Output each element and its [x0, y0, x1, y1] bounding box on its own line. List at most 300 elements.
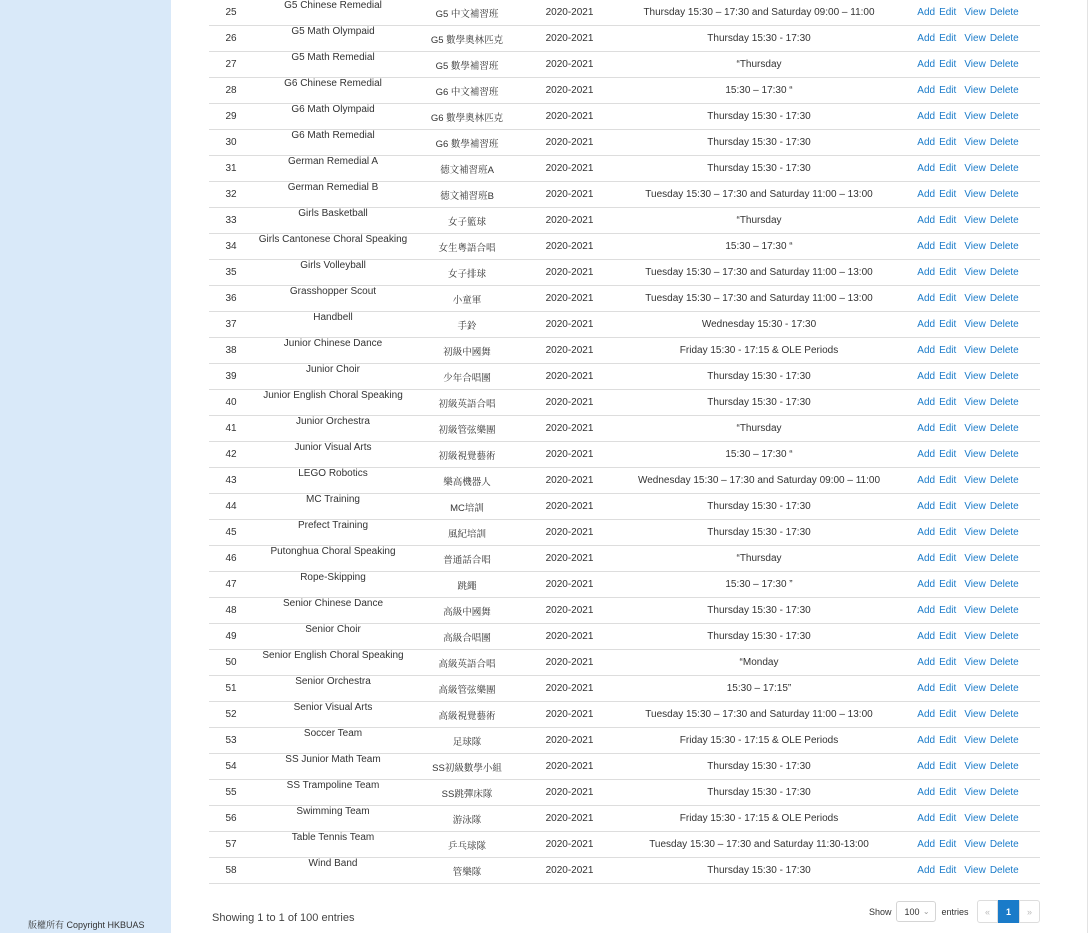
delete-link[interactable]: Delete	[989, 345, 1019, 356]
edit-link[interactable]: Edit	[939, 423, 957, 434]
activity-chinese-name: SS跳彈床隊	[413, 780, 521, 806]
activity-name: Junior Choir	[253, 364, 413, 390]
delete-link[interactable]: Delete	[989, 475, 1019, 486]
add-link[interactable]: Add	[917, 345, 936, 356]
activity-name: G5 Math Olympaid	[253, 26, 413, 52]
add-link[interactable]: Add	[917, 267, 936, 278]
table-row	[209, 676, 1040, 702]
edit-link[interactable]: Edit	[939, 59, 957, 70]
row-actions	[900, 390, 1040, 416]
scrollbar-edge	[1087, 0, 1092, 933]
delete-link[interactable]: Delete	[989, 111, 1019, 122]
row-number: 55	[209, 780, 253, 806]
delete-link[interactable]: Delete	[989, 59, 1019, 70]
add-link[interactable]: Add	[917, 787, 936, 798]
school-year: 2020-2021	[521, 416, 618, 442]
add-link[interactable]: Add	[917, 189, 936, 200]
activity-schedule: Friday 15:30 - 17:15 & OLE Periods	[618, 806, 900, 832]
school-year: 2020-2021	[521, 832, 618, 858]
view-link[interactable]: View	[964, 475, 986, 486]
delete-link[interactable]: Delete	[989, 553, 1019, 564]
table-row	[209, 260, 1040, 286]
table-row	[209, 598, 1040, 624]
view-link[interactable]: View	[964, 371, 986, 382]
delete-link[interactable]: Delete	[989, 423, 1019, 434]
row-actions	[900, 286, 1040, 312]
school-year: 2020-2021	[521, 442, 618, 468]
page-length-control	[869, 901, 969, 922]
add-link[interactable]: Add	[917, 163, 936, 174]
activity-schedule: Thursday 15:30 - 17:30	[618, 780, 900, 806]
school-year: 2020-2021	[521, 598, 618, 624]
edit-link[interactable]: Edit	[939, 137, 957, 148]
add-link[interactable]: Add	[917, 371, 936, 382]
school-year: 2020-2021	[521, 260, 618, 286]
edit-link[interactable]: Edit	[939, 33, 957, 44]
row-actions	[900, 468, 1040, 494]
edit-link[interactable]: Edit	[939, 631, 957, 642]
add-link[interactable]: Add	[917, 839, 936, 850]
row-number: 28	[209, 78, 253, 104]
table-row	[209, 806, 1040, 832]
row-actions	[900, 78, 1040, 104]
school-year: 2020-2021	[521, 78, 618, 104]
view-link[interactable]: View	[964, 787, 986, 798]
table-row	[209, 416, 1040, 442]
delete-link[interactable]: Delete	[989, 865, 1019, 876]
row-actions	[900, 858, 1040, 884]
row-actions	[900, 832, 1040, 858]
activity-name: SS Junior Math Team	[253, 754, 413, 780]
row-actions	[900, 26, 1040, 52]
add-link[interactable]: Add	[917, 319, 936, 330]
delete-link[interactable]: Delete	[989, 189, 1019, 200]
activity-chinese-name: 管樂隊	[413, 858, 521, 884]
copyright-text: 版權所有 Copyright HKBUAS	[28, 920, 145, 930]
next-page-button[interactable]: »	[1019, 900, 1040, 923]
row-actions	[900, 676, 1040, 702]
table-row	[209, 286, 1040, 312]
view-link[interactable]: View	[964, 397, 986, 408]
table-row	[209, 104, 1040, 130]
add-link[interactable]: Add	[917, 501, 936, 512]
row-actions	[900, 442, 1040, 468]
row-actions	[900, 728, 1040, 754]
add-link[interactable]: Add	[917, 33, 936, 44]
edit-link[interactable]: Edit	[939, 761, 957, 772]
delete-link[interactable]: Delete	[989, 631, 1019, 642]
activity-chinese-name: 足球隊	[413, 728, 521, 754]
table-row	[209, 364, 1040, 390]
table-row	[209, 832, 1040, 858]
table-row	[209, 78, 1040, 104]
add-link[interactable]: Add	[917, 449, 936, 460]
activity-schedule: “Thursday	[618, 52, 900, 78]
view-link[interactable]: View	[964, 189, 986, 200]
school-year: 2020-2021	[521, 104, 618, 130]
edit-link[interactable]: Edit	[939, 163, 957, 174]
view-link[interactable]: View	[964, 345, 986, 356]
add-link[interactable]: Add	[917, 709, 936, 720]
table-row	[209, 0, 1040, 26]
add-link[interactable]: Add	[917, 397, 936, 408]
add-link[interactable]: Add	[917, 423, 936, 434]
edit-link[interactable]: Edit	[939, 267, 957, 278]
activity-name: Prefect Training	[253, 520, 413, 546]
school-year: 2020-2021	[521, 650, 618, 676]
add-link[interactable]: Add	[917, 7, 936, 18]
activity-schedule: Wednesday 15:30 - 17:30	[618, 312, 900, 338]
add-link[interactable]: Add	[917, 59, 936, 70]
edit-link[interactable]: Edit	[939, 579, 957, 590]
pagination	[977, 900, 1040, 923]
edit-link[interactable]: Edit	[939, 241, 957, 252]
activity-name: Senior Chinese Dance	[253, 598, 413, 624]
delete-link[interactable]: Delete	[989, 215, 1019, 226]
delete-link[interactable]: Delete	[989, 163, 1019, 174]
delete-link[interactable]: Delete	[989, 501, 1019, 512]
edit-link[interactable]: Edit	[939, 683, 957, 694]
delete-link[interactable]: Delete	[989, 683, 1019, 694]
row-actions	[900, 52, 1040, 78]
row-number: 45	[209, 520, 253, 546]
activity-schedule: Thursday 15:30 - 17:30	[618, 754, 900, 780]
activity-chinese-name: 高級合唱團	[413, 624, 521, 650]
school-year: 2020-2021	[521, 286, 618, 312]
edit-link[interactable]: Edit	[939, 475, 957, 486]
add-link[interactable]: Add	[917, 137, 936, 148]
view-link[interactable]: View	[964, 865, 986, 876]
activity-schedule: Thursday 15:30 - 17:30	[618, 520, 900, 546]
row-number: 26	[209, 26, 253, 52]
activity-name: Girls Volleyball	[253, 260, 413, 286]
edit-link[interactable]: Edit	[939, 787, 957, 798]
school-year: 2020-2021	[521, 0, 618, 26]
activity-chinese-name: 女子籃球	[413, 208, 521, 234]
view-link[interactable]: View	[964, 631, 986, 642]
activity-schedule: 15:30 – 17:30 “	[618, 442, 900, 468]
edit-link[interactable]: Edit	[939, 527, 957, 538]
table-row	[209, 754, 1040, 780]
activity-chinese-name: G6 數學補習班	[413, 130, 521, 156]
activity-schedule: Tuesday 15:30 – 17:30 and Saturday 11:00 – 13:00	[618, 182, 900, 208]
delete-link[interactable]: Delete	[989, 319, 1019, 330]
edit-link[interactable]: Edit	[939, 865, 957, 876]
add-link[interactable]: Add	[917, 579, 936, 590]
add-link[interactable]: Add	[917, 475, 936, 486]
view-link[interactable]: View	[964, 501, 986, 512]
activity-schedule: Tuesday 15:30 – 17:30 and Saturday 11:30-13:00	[618, 832, 900, 858]
edit-link[interactable]: Edit	[939, 371, 957, 382]
school-year: 2020-2021	[521, 390, 618, 416]
add-link[interactable]: Add	[917, 293, 936, 304]
table-row	[209, 494, 1040, 520]
previous-page-button[interactable]: «	[977, 900, 998, 923]
activity-name: SS Trampoline Team	[253, 780, 413, 806]
view-link[interactable]: View	[964, 423, 986, 434]
add-link[interactable]: Add	[917, 553, 936, 564]
view-link[interactable]: View	[964, 579, 986, 590]
activity-name: LEGO Robotics	[253, 468, 413, 494]
school-year: 2020-2021	[521, 182, 618, 208]
edit-link[interactable]: Edit	[939, 553, 957, 564]
activity-name: Girls Cantonese Choral Speaking	[253, 234, 413, 260]
activity-chinese-name: 游泳隊	[413, 806, 521, 832]
activity-name: Grasshopper Scout	[253, 286, 413, 312]
row-number: 52	[209, 702, 253, 728]
sidebar	[0, 0, 171, 933]
edit-link[interactable]: Edit	[939, 605, 957, 616]
delete-link[interactable]: Delete	[989, 527, 1019, 538]
table-row	[209, 442, 1040, 468]
page-button-current[interactable]: 1	[998, 900, 1019, 923]
activity-schedule: Thursday 15:30 – 17:30 and Saturday 09:00 – 11:00	[618, 0, 900, 26]
row-actions	[900, 130, 1040, 156]
delete-link[interactable]: Delete	[989, 241, 1019, 252]
edit-link[interactable]: Edit	[939, 85, 957, 96]
row-number: 39	[209, 364, 253, 390]
view-link[interactable]: View	[964, 553, 986, 564]
view-link[interactable]: View	[964, 449, 986, 460]
row-number: 32	[209, 182, 253, 208]
row-actions	[900, 208, 1040, 234]
view-link[interactable]: View	[964, 33, 986, 44]
activity-schedule: 15:30 – 17:30 “	[618, 234, 900, 260]
activity-schedule: Thursday 15:30 - 17:30	[618, 390, 900, 416]
edit-link[interactable]: Edit	[939, 345, 957, 356]
add-link[interactable]: Add	[917, 215, 936, 226]
school-year: 2020-2021	[521, 156, 618, 182]
delete-link[interactable]: Delete	[989, 7, 1019, 18]
delete-link[interactable]: Delete	[989, 137, 1019, 148]
activity-name: G5 Math Remedial	[253, 52, 413, 78]
activity-name: German Remedial A	[253, 156, 413, 182]
add-link[interactable]: Add	[917, 865, 936, 876]
view-link[interactable]: View	[964, 657, 986, 668]
view-link[interactable]: View	[964, 85, 986, 96]
activity-name: Wind Band	[253, 858, 413, 884]
activity-schedule: 15:30 – 17:30 ”	[618, 572, 900, 598]
table-row	[209, 234, 1040, 260]
row-number: 54	[209, 754, 253, 780]
view-link[interactable]: View	[964, 59, 986, 70]
delete-link[interactable]: Delete	[989, 761, 1019, 772]
add-link[interactable]: Add	[917, 657, 936, 668]
delete-link[interactable]: Delete	[989, 813, 1019, 824]
row-actions	[900, 572, 1040, 598]
row-number: 50	[209, 650, 253, 676]
edit-link[interactable]: Edit	[939, 813, 957, 824]
row-actions	[900, 702, 1040, 728]
edit-link[interactable]: Edit	[939, 7, 957, 18]
activity-name: Rope-Skipping	[253, 572, 413, 598]
activity-schedule: Tuesday 15:30 – 17:30 and Saturday 11:00 – 13:00	[618, 286, 900, 312]
edit-link[interactable]: Edit	[939, 839, 957, 850]
row-number: 58	[209, 858, 253, 884]
view-link[interactable]: View	[964, 813, 986, 824]
view-link[interactable]: View	[964, 7, 986, 18]
view-link[interactable]: View	[964, 839, 986, 850]
activity-name: MC Training	[253, 494, 413, 520]
row-number: 33	[209, 208, 253, 234]
school-year: 2020-2021	[521, 520, 618, 546]
row-number: 41	[209, 416, 253, 442]
row-number: 38	[209, 338, 253, 364]
table-row	[209, 338, 1040, 364]
page-length-value: 100	[904, 906, 920, 917]
view-link[interactable]: View	[964, 163, 986, 174]
edit-link[interactable]: Edit	[939, 319, 957, 330]
row-actions	[900, 104, 1040, 130]
delete-link[interactable]: Delete	[989, 371, 1019, 382]
view-link[interactable]: View	[964, 293, 986, 304]
row-number: 53	[209, 728, 253, 754]
school-year: 2020-2021	[521, 780, 618, 806]
view-link[interactable]: View	[964, 527, 986, 538]
row-actions	[900, 234, 1040, 260]
activity-chinese-name: G6 數學奧林匹克	[413, 104, 521, 130]
delete-link[interactable]: Delete	[989, 605, 1019, 616]
add-link[interactable]: Add	[917, 735, 936, 746]
row-actions	[900, 754, 1040, 780]
view-link[interactable]: View	[964, 709, 986, 720]
activity-schedule: Thursday 15:30 - 17:30	[618, 104, 900, 130]
edit-link[interactable]: Edit	[939, 501, 957, 512]
activity-schedule: Thursday 15:30 - 17:30	[618, 858, 900, 884]
edit-link[interactable]: Edit	[939, 111, 957, 122]
school-year: 2020-2021	[521, 234, 618, 260]
row-number: 29	[209, 104, 253, 130]
edit-link[interactable]: Edit	[939, 709, 957, 720]
edit-link[interactable]: Edit	[939, 735, 957, 746]
activity-chinese-name: 高級中國舞	[413, 598, 521, 624]
delete-link[interactable]: Delete	[989, 449, 1019, 460]
row-actions	[900, 312, 1040, 338]
school-year: 2020-2021	[521, 546, 618, 572]
activity-name: Junior Visual Arts	[253, 442, 413, 468]
activity-name: Putonghua Choral Speaking	[253, 546, 413, 572]
activity-chinese-name: 高級管弦樂團	[413, 676, 521, 702]
table-info: Showing 1 to 1 of 100 entries	[212, 912, 355, 924]
view-link[interactable]: View	[964, 137, 986, 148]
edit-link[interactable]: Edit	[939, 657, 957, 668]
delete-link[interactable]: Delete	[989, 397, 1019, 408]
row-number: 48	[209, 598, 253, 624]
school-year: 2020-2021	[521, 572, 618, 598]
row-actions	[900, 156, 1040, 182]
delete-link[interactable]: Delete	[989, 657, 1019, 668]
row-number: 44	[209, 494, 253, 520]
activity-name: G6 Chinese Remedial	[253, 78, 413, 104]
table-row	[209, 702, 1040, 728]
activity-schedule: “Monday	[618, 650, 900, 676]
view-link[interactable]: View	[964, 215, 986, 226]
activity-schedule: “Thursday	[618, 416, 900, 442]
school-year: 2020-2021	[521, 624, 618, 650]
activity-chinese-name: 高級視覺藝術	[413, 702, 521, 728]
school-year: 2020-2021	[521, 130, 618, 156]
row-number: 34	[209, 234, 253, 260]
delete-link[interactable]: Delete	[989, 735, 1019, 746]
delete-link[interactable]: Delete	[989, 293, 1019, 304]
add-link[interactable]: Add	[917, 761, 936, 772]
add-link[interactable]: Add	[917, 241, 936, 252]
row-actions	[900, 624, 1040, 650]
add-link[interactable]: Add	[917, 527, 936, 538]
add-link[interactable]: Add	[917, 85, 936, 96]
table-row	[209, 624, 1040, 650]
activity-chinese-name: 乒乓球隊	[413, 832, 521, 858]
row-number: 46	[209, 546, 253, 572]
activity-chinese-name: 初級視覺藝術	[413, 442, 521, 468]
activity-chinese-name: 風紀培訓	[413, 520, 521, 546]
activity-chinese-name: 小童軍	[413, 286, 521, 312]
view-link[interactable]: View	[964, 683, 986, 694]
edit-link[interactable]: Edit	[939, 215, 957, 226]
table-row	[209, 182, 1040, 208]
view-link[interactable]: View	[964, 111, 986, 122]
table-row	[209, 650, 1040, 676]
activity-name: Senior English Choral Speaking	[253, 650, 413, 676]
delete-link[interactable]: Delete	[989, 267, 1019, 278]
activity-chinese-name: 普通話合唱	[413, 546, 521, 572]
activity-name: Handbell	[253, 312, 413, 338]
table-row	[209, 130, 1040, 156]
table-row	[209, 208, 1040, 234]
view-link[interactable]: View	[964, 761, 986, 772]
school-year: 2020-2021	[521, 702, 618, 728]
entries-label: entries	[941, 906, 969, 917]
activity-name: Senior Choir	[253, 624, 413, 650]
view-link[interactable]: View	[964, 267, 986, 278]
delete-link[interactable]: Delete	[989, 709, 1019, 720]
row-number: 57	[209, 832, 253, 858]
delete-link[interactable]: Delete	[989, 839, 1019, 850]
view-link[interactable]: View	[964, 605, 986, 616]
edit-link[interactable]: Edit	[939, 189, 957, 200]
row-number: 51	[209, 676, 253, 702]
table-row	[209, 52, 1040, 78]
row-number: 37	[209, 312, 253, 338]
delete-link[interactable]: Delete	[989, 85, 1019, 96]
add-link[interactable]: Add	[917, 683, 936, 694]
delete-link[interactable]: Delete	[989, 33, 1019, 44]
add-link[interactable]: Add	[917, 111, 936, 122]
add-link[interactable]: Add	[917, 813, 936, 824]
add-link[interactable]: Add	[917, 605, 936, 616]
view-link[interactable]: View	[964, 735, 986, 746]
activity-chinese-name: 樂高機器人	[413, 468, 521, 494]
view-link[interactable]: View	[964, 241, 986, 252]
table-row	[209, 728, 1040, 754]
table-row	[209, 780, 1040, 806]
chevron-down-icon: ⌄	[922, 907, 930, 916]
edit-link[interactable]: Edit	[939, 397, 957, 408]
school-year: 2020-2021	[521, 728, 618, 754]
edit-link[interactable]: Edit	[939, 293, 957, 304]
edit-link[interactable]: Edit	[939, 449, 957, 460]
add-link[interactable]: Add	[917, 631, 936, 642]
view-link[interactable]: View	[964, 319, 986, 330]
table-row	[209, 572, 1040, 598]
activity-chinese-name: G5 中文補習班	[413, 0, 521, 26]
activity-name: G6 Math Remedial	[253, 130, 413, 156]
delete-link[interactable]: Delete	[989, 579, 1019, 590]
activity-schedule: Thursday 15:30 - 17:30	[618, 598, 900, 624]
row-number: 36	[209, 286, 253, 312]
delete-link[interactable]: Delete	[989, 787, 1019, 798]
page-length-select[interactable]	[896, 901, 936, 922]
